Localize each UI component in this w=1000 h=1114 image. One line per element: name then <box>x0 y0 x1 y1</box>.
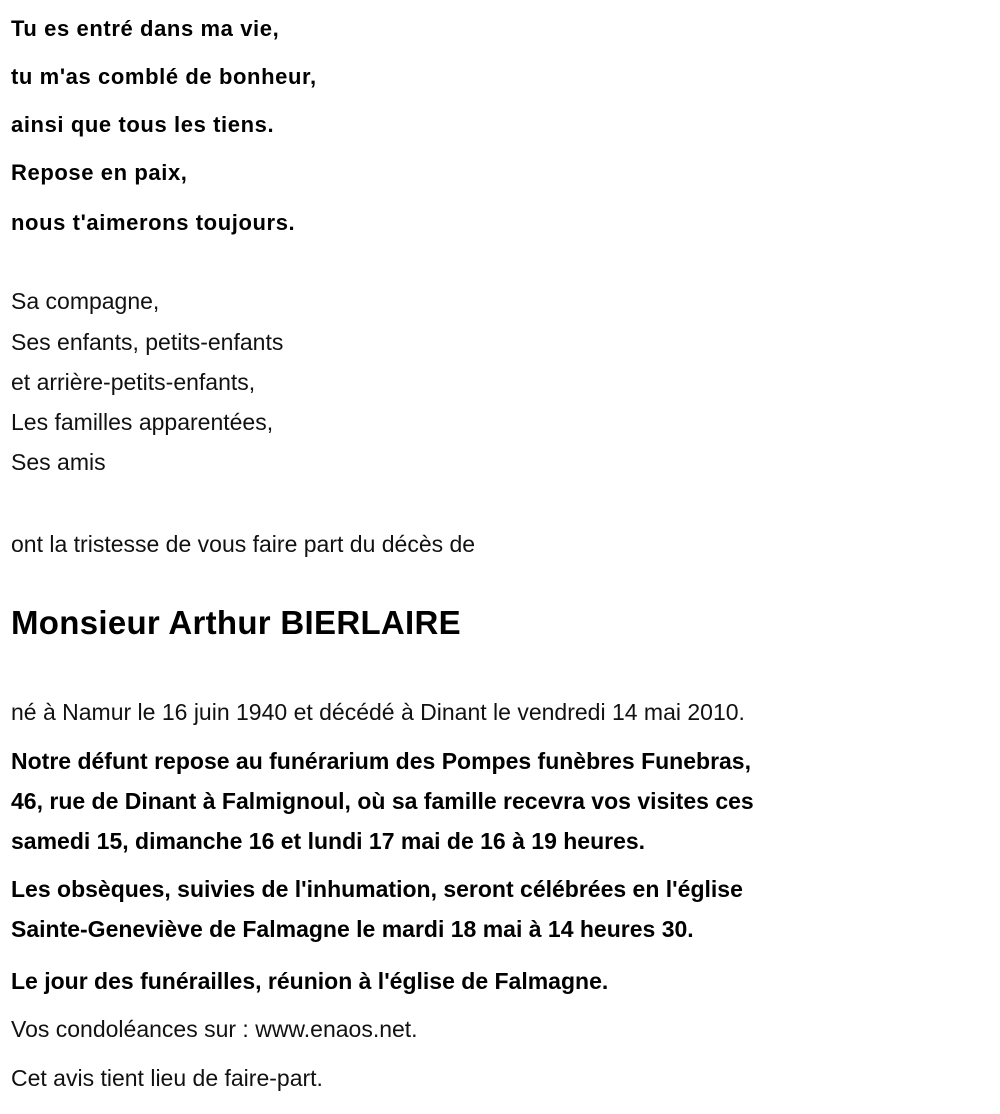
family-line: Ses enfants, petits-enfants <box>11 329 284 355</box>
closing-note: Cet avis tient lieu de faire-part. <box>11 1065 323 1091</box>
birth-death: né à Namur le 16 juin 1940 et décédé à Dinant le vendredi 14 mai 2010. <box>11 699 745 725</box>
funeral-line: Sainte-Geneviève de Falmagne le mardi 18 mai à 14 heures 30. <box>11 916 694 942</box>
family-line: et arrière-petits-enfants, <box>11 369 256 395</box>
announcement: ont la tristesse de vous faire part du décès de <box>11 531 476 557</box>
poem-line: nous t'aimerons toujours. <box>11 210 296 235</box>
family-line: Ses amis <box>11 449 106 475</box>
funeral-line: Les obsèques, suivies de l'inhumation, seront célébrées en l'église <box>11 876 743 902</box>
poem-line: ainsi que tous les tiens. <box>11 112 275 137</box>
condolences: Vos condoléances sur : www.enaos.net. <box>11 1016 418 1042</box>
visitation-line: Notre défunt repose au funérarium des Pompes funèbres Funebras, <box>11 748 751 774</box>
family-line: Les familles apparentées, <box>11 409 274 435</box>
poem-line: tu m'as comblé de bonheur, <box>11 64 317 89</box>
poem-line: Repose en paix, <box>11 160 188 185</box>
visitation-line: 46, rue de Dinant à Falmignoul, où sa famille recevra vos visites ces <box>11 788 754 814</box>
meeting-info: Le jour des funérailles, réunion à l'église de Falmagne. <box>11 968 609 994</box>
family-line: Sa compagne, <box>11 288 160 314</box>
visitation-line: samedi 15, dimanche 16 et lundi 17 mai de 16 à 19 heures. <box>11 828 646 854</box>
deceased-name: Monsieur Arthur BIERLAIRE <box>11 604 461 641</box>
poem-line: Tu es entré dans ma vie, <box>11 16 280 41</box>
